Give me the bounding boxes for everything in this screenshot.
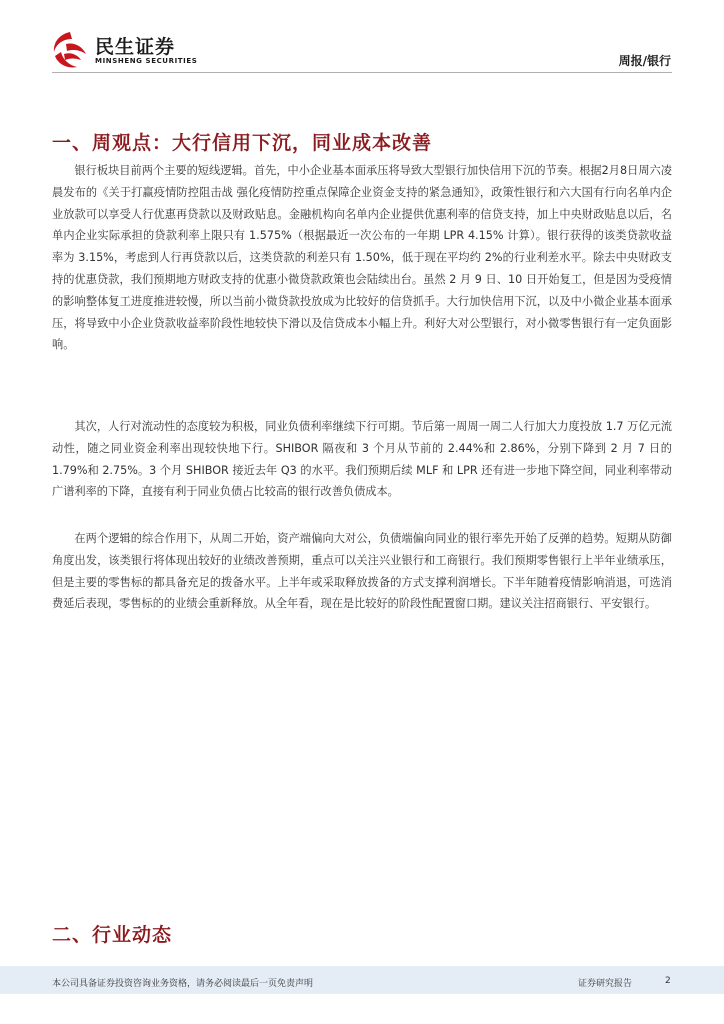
- page-header: [0, 0, 724, 74]
- logo-text-en: MINSHENG SECURITIES: [95, 57, 198, 65]
- minsheng-logo-icon: [50, 30, 90, 70]
- report-category: 周报/银行: [618, 54, 671, 68]
- footer-disclaimer: 本公司具备证券投资咨询业务资格，请务必阅读最后一页免责声明: [52, 979, 314, 989]
- section-title-industry-news: 二、行业动态: [52, 924, 173, 946]
- footer-report-type: 证券研究报告: [578, 979, 633, 989]
- logo-text-cn: 民生证券: [95, 36, 176, 58]
- paragraph-3: 在两个逻辑的综合作用下，从周二开始，资产端偏向大对公，负债端偏向同业的银行率先开始了反弹的趋势。短期从防御角度出发，该类银行将体现出较好的业绩改善预期，重点可以关注兴业银行和工商银行。我们预期零售银行上半年业绩承压，但是主要的零售标的都具备充足的拨备水平。上半年或采取释放拨备的方式支撑利润增长。下半年随着疫情影响消退，可选消费延后表现，零售标的的业绩会重新释放。从全年看，现在是比较好的阶段性配置窗口期。建议关注招商银行、平安银行。: [52, 532, 672, 611]
- paragraph-2: 其次，人行对流动性的态度较为积极，同业负债利率继续下行可期。节后第一周周一周二人行加大力度投放 1.7 万亿元流动性，随之同业资金利率出现较快地下行。SHIBOR 隔夜和 3 个月从节前的 2.44%和 2.86%，分别下降到 2 月 7 日的 1.79%和 2.75%。3 个月 SHIBOR 接近去年 Q3 的水平。我们预期后续 MLF 和 LPR 还有进一步地下降空间，同业利率带动广谱利率的下降，直接有利于同业负债占比较高的银行改善负债成本。: [52, 420, 672, 499]
- page-number: 2: [665, 976, 671, 986]
- paragraph-1: 银行板块目前两个主要的短线逻辑。首先，中小企业基本面承压将导致大型银行加快信用下沉的节奏。根据2月8日周六凌晨发布的《关于打赢疫情防控阻击战 强化疫情防控重点保障企业资金支持的紧急通知》，政策性银行和六大国有行向名单内企业放款可以享受人行优惠再贷款以及财政贴息。金融机构向名单内企业提供优惠利率的信贷支持，加上中央财政贴息以后，名单内企业实际承担的贷款利率上限只有 1.575%（根据最近一次公布的一年期 LPR 4.15% 计算）。银行获得的该类贷款收益率为 3.15%，考虑到人行再贷款以后，这类贷款的利差只有 1.50%，低于现在平均约 2%的行业利差水平。除去中央财政支持的优惠贷款，我们预期地方财政支持的优惠小微贷款政策也会陆续出台。虽然 2 月 9 日、10 日开始复工，但是因为受疫情的影响整体复工进度推进较慢，所以当前小微贷款投放成为比较好的信贷抓手。大行加快信用下沉，以及中小微企业基本面承压，将导致中小企业贷款收益率阶段性地较快下滑以及信贷成本小幅上升。利好大对公型银行，对小微零售银行有一定负面影响。: [52, 164, 672, 352]
- section-title-weekly-view: 一、周观点：大行信用下沉，同业成本改善: [52, 132, 433, 154]
- header-divider: [52, 72, 672, 73]
